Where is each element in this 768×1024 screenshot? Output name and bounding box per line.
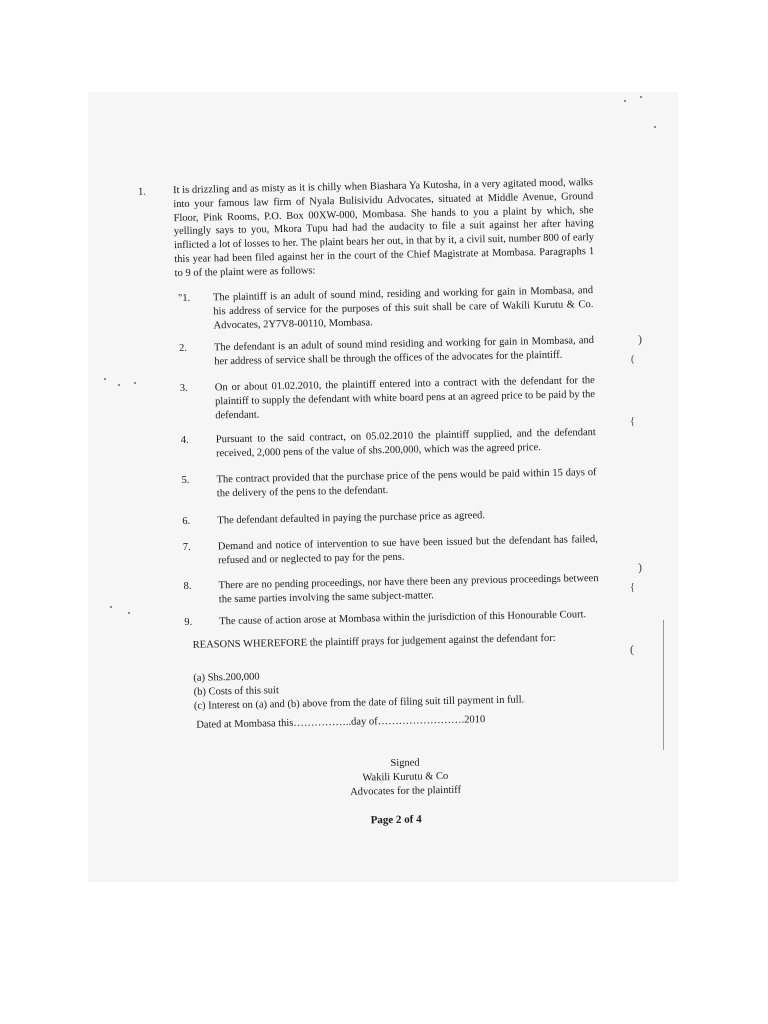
paragraph-number: 6. — [182, 515, 191, 527]
question-number: 1. — [137, 186, 147, 198]
margin-paren-open-mark: ( — [630, 642, 634, 656]
paragraph-text: On or about 01.02.2010, the plaintiff entered into a contract with the defendant for the plaintiff to supply the defendant with white board pens at an agreed price to be paid by the defendant. — [214, 375, 596, 421]
paragraph-text: The cause of action arose at Mombasa within the jurisdiction of this Honourable Court. — [219, 609, 587, 628]
advocate-firm-name: Wakili Kurutu & Co — [362, 770, 449, 784]
margin-paren-open-mark: ( — [631, 354, 635, 365]
paragraph-number: "1. — [177, 292, 191, 305]
paragraph-number: 7. — [182, 541, 191, 553]
scan-speck — [118, 384, 120, 386]
advocate-role: Advocates for the plaintiff — [350, 784, 462, 798]
scan-speck — [128, 612, 130, 614]
signed-label: Signed — [390, 757, 420, 770]
page-number: Page 2 of 4 — [370, 813, 422, 827]
paragraph-text: There are no pending proceedings, nor have there been any previous proceedings between the same parties involving the same subject-matter. — [218, 573, 599, 606]
paragraph-number: 3. — [179, 382, 188, 395]
scan-edge-line — [663, 620, 664, 750]
prayer-item-c: (c) Interest on (a) and (b) above from the date of filing suit till payment in full. — [193, 694, 525, 712]
scan-speck — [104, 378, 106, 380]
scan-speck — [640, 96, 642, 98]
paragraph-text: Pursuant to the said contract, on 05.02.2010 the plaintiff supplied, and the defendant received, 2,000 pens of the value of shs.200,000, which was the agreed price. — [215, 427, 596, 460]
paragraph-text: The defendant defaulted in paying the purchase price as agreed. — [217, 510, 486, 527]
paragraph-number: 4. — [180, 434, 189, 447]
margin-brace-mark: { — [630, 582, 635, 593]
paragraph-number: 5. — [181, 474, 190, 486]
scan-speck — [110, 606, 112, 608]
paragraph-text: The plaintiff is an adult of sound mind, residing and working for gain in Mombasa, and his address of service for the purposes of this suit shall be care of Wakili Kurutu & Co. Advocates, 2Y7V8-00110, Mombasa. — [212, 285, 594, 331]
paragraph-text: The contract provided that the purchase price of the pens would be paid within 15 days of the delivery of the pens to the defendant. — [216, 467, 597, 500]
paragraph-text: The defendant is an adult of sound mind residing and working for gain in Mombasa, and her address of service shall be through the offices of the advocates for the plaintiff. — [213, 335, 595, 368]
paragraph-number: 2. — [178, 342, 188, 355]
paragraph-number: 9. — [184, 616, 193, 628]
margin-brace-mark: { — [630, 416, 635, 427]
scan-speck — [654, 126, 656, 128]
prayer-item-b: (b) Costs of this suit — [193, 685, 279, 698]
margin-paren-close-mark: ) — [638, 560, 642, 574]
reasons-wherefore-text: REASONS WHEREFORE the plaintiff prays for judgement against the defendant for: — [192, 632, 556, 651]
dated-line: Dated at Mombasa this……………..day of…………………….2010 — [196, 714, 486, 731]
paragraph-text: Demand and notice of intervention to sue have been issued but the defendant has failed, refused and or neglected to pay for the pens. — [217, 534, 598, 567]
scan-speck — [624, 100, 626, 102]
paragraph-number: 8. — [183, 580, 192, 592]
margin-paren-close-mark: ) — [638, 332, 642, 346]
question-intro-text: It is drizzling and as misty as it is chilly when Biashara Ya Kutosha, in a very agitated mood, walks into your famous law firm of Nyala Bulisividu Advocates, situated at Middle Avenue, Ground Floor, Pink Rooms, P.O. Box 00XW-000, Mombasa. She hands to you a plaint by which, she yellingly says to you, Mkora Tupu had had the audacity to file a suit against her after having inflicted a lot of losses to her. The plaint bears her out, in that by it, a civil suit, number 800 of early this year had been filed against her in the court of the Chief Magistrate at Mombasa. Paragraphs 1 to 9 of the plaint were as follows: — [172, 177, 595, 279]
prayer-item-a: (a) Shs.200,000 — [193, 671, 260, 684]
scan-speck — [134, 382, 136, 384]
